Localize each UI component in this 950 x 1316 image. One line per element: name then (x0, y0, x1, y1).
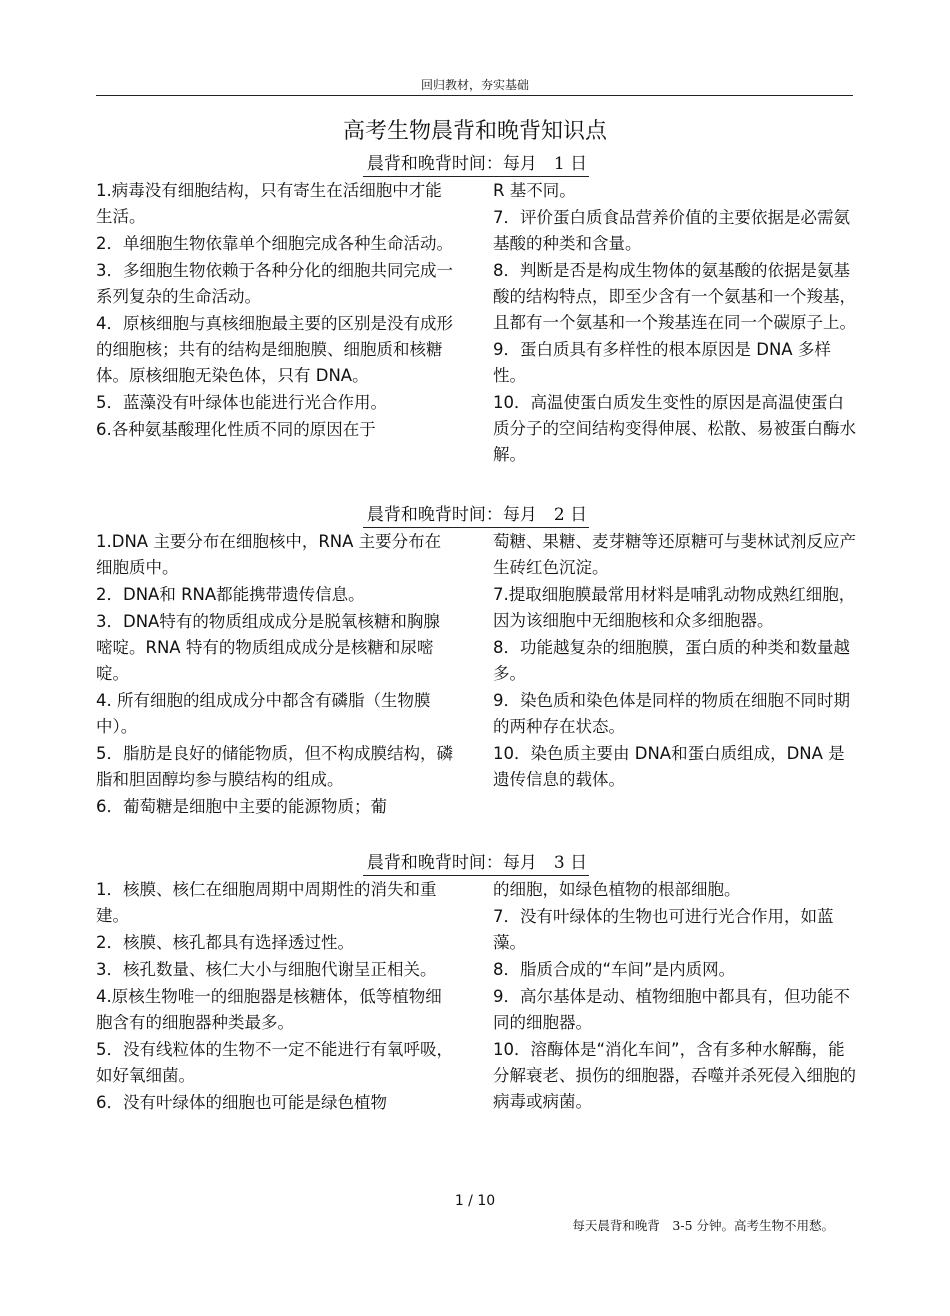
section-day-3 (96, 851, 856, 1112)
section-heading: 晨背和晚背时间：每月 1 日 (96, 152, 856, 178)
list-item: 萄糖、果糖、麦芽糖等还原糖可与斐林试剂反应产生砖红色沉淀。 (493, 532, 856, 577)
list-item: 2．核膜、核孔都具有选择透过性。 (96, 933, 354, 952)
list-item: 10．高温使蛋白质发生变性的原因是高温使蛋白质分子的空间结构变得伸展、松散、易被蛋白酶水解。 (493, 393, 856, 464)
list-item: 1.病毒没有细胞结构，只有寄生在活细胞中才能生活。 (96, 181, 442, 226)
list-item: 6.各种氨基酸理化性质不同的原因在于 (96, 420, 376, 439)
list-item: 8．脂质合成的“车间”是内质网。 (493, 960, 736, 979)
left-column (96, 178, 456, 444)
page-number: 1 / 10 (454, 1193, 496, 1209)
list-item: 8．功能越复杂的细胞膜，蛋白质的种类和数量越多。 (493, 638, 850, 683)
right-column (493, 529, 858, 794)
list-item: 1.DNA 主要分布在细胞核中，RNA 主要分布在细胞质中。 (96, 532, 442, 577)
list-item: 3．多细胞生物依赖于各种分化的细胞共同完成一系列复杂的生命活动。 (96, 261, 453, 306)
list-item: 10．溶酶体是“消化车间”，含有多种水解酶，能分解衰老、损伤的细胞器，吞噬并杀死侵入细胞的病毒或病菌。 (493, 1040, 856, 1111)
list-item: 7.提取细胞膜最常用材料是哺乳动物成熟红细胞，因为该细胞中无细胞核和众多细胞器。 (493, 585, 856, 630)
left-column (96, 529, 456, 821)
list-item: R 基不同。 (493, 181, 576, 200)
list-item: 5．没有线粒体的生物不一定不能进行有氧呼吸，如好氧细菌。 (96, 1040, 453, 1085)
document-title: 高考生物晨背和晚背知识点 (342, 119, 607, 144)
list-item: 9．蛋白质具有多样性的根本原因是 DNA 多样性。 (493, 340, 831, 385)
list-item: 7．评价蛋白质食品营养价值的主要依据是必需氨基酸的种类和含量。 (493, 208, 850, 253)
list-item: 5．蓝藻没有叶绿体也能进行光合作用。 (96, 393, 387, 412)
list-item: 3．DNA特有的物质组成成分是脱氧核糖和胸腺嘧啶。RNA 特有的物质组成成分是核糖和尿嘧啶。 (96, 612, 440, 683)
list-item: 9．高尔基体是动、植物细胞中都具有，但功能不同的细胞器。 (493, 987, 850, 1032)
section-heading: 晨背和晚背时间：每月 2 日 (96, 503, 856, 529)
list-item: 6．葡萄糖是细胞中主要的能源物质；葡 (96, 797, 387, 816)
section-heading: 晨背和晚背时间：每月 3 日 (96, 851, 856, 877)
header-divider (96, 95, 853, 96)
list-item: 4．原核细胞与真核细胞最主要的区别是没有成形的细胞核；共有的结构是细胞膜、细胞质和核糖体。原核细胞无染色体，只有 DNA。 (96, 314, 453, 385)
list-item: 5．脂肪是良好的储能物质，但不构成膜结构，磷脂和胆固醇均参与膜结构的组成。 (96, 744, 453, 789)
section-day-2 (96, 503, 856, 816)
list-item: 8．判断是否是构成生物体的氨基酸的依据是氨基酸的结构特点，即至少含有一个氨基和一个羧基，且都有一个氨基和一个羧基连在同一个碳原子上。 (493, 261, 856, 332)
list-item: 3．核孔数量、核仁大小与细胞代谢呈正相关。 (96, 960, 437, 979)
left-column (96, 877, 456, 1117)
list-item: 9．染色质和染色体是同样的物质在细胞不同时期的两种存在状态。 (493, 691, 850, 736)
list-item: 的细胞，如绿色植物的根部细胞。 (493, 880, 741, 899)
section-day-1 (96, 152, 856, 464)
list-item: 4. 所有细胞的组成成分中都含有磷脂（生物膜中）。 (96, 691, 431, 736)
footer-note: 每天晨背和晚背 3-5 分钟。高考生物不用愁。 (572, 1218, 834, 1233)
list-item: 6．没有叶绿体的细胞也可能是绿色植物 (96, 1093, 387, 1112)
list-item: 10．染色质主要由 DNA和蛋白质组成，DNA 是遗传信息的载体。 (493, 744, 845, 789)
list-item: 2．单细胞生物依靠单个细胞完成各种生命活动。 (96, 234, 453, 253)
list-item: 4.原核生物唯一的细胞器是核糖体，低等植物细胞含有的细胞器种类最多。 (96, 987, 442, 1032)
list-item: 7．没有叶绿体的生物也可进行光合作用，如蓝藻。 (493, 907, 834, 952)
page-header: 回归教材，夯实基础 (420, 78, 529, 92)
list-item: 1．核膜、核仁在细胞周期中周期性的消失和重建。 (96, 880, 437, 925)
right-column (493, 178, 858, 469)
right-column (493, 877, 858, 1116)
list-item: 2．DNA和 RNA都能携带遗传信息。 (96, 585, 365, 604)
